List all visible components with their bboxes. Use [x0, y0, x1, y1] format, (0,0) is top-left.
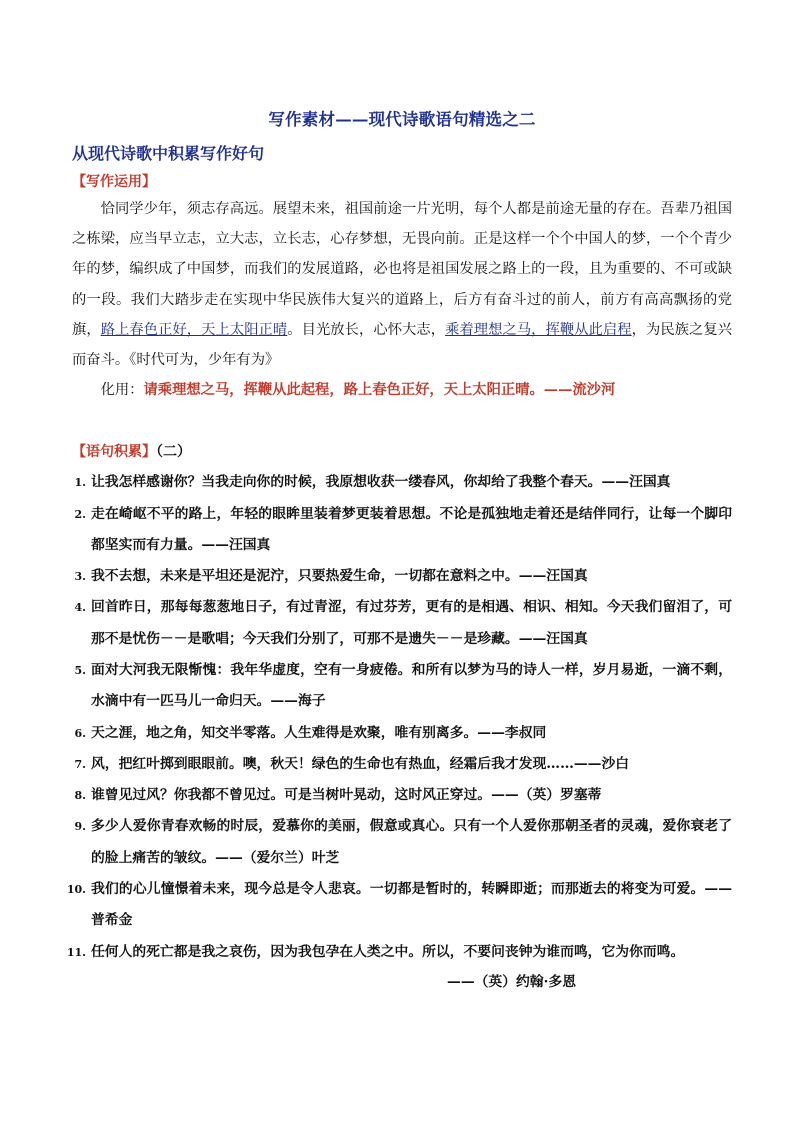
- list-item: [72, 749, 732, 780]
- item-number: 3.: [74, 570, 86, 584]
- item-number: 1.: [74, 476, 86, 490]
- adaptation-label: 化用：: [100, 382, 144, 399]
- item-number: 5.: [74, 664, 86, 677]
- item-text: 谁曾见过风？你我都不曾见过。可是当树叶晃动，这时风正穿过。——（英）罗塞蒂: [91, 787, 602, 804]
- adaptation-text: 请乘理想之马，挥鞭从此起程，路上春色正好，天上太阳正晴。——流沙河: [143, 382, 616, 399]
- list-item: [72, 561, 732, 592]
- item-text: 回首昨日，那每每葱葱地日子，有过青涩，有过芬芳，更有的是相遇、相识、相知。今天我们留泪了，可那不是忧伤－－是歌唱；今天我们分别了，可那不是遗失－－是珍藏。——汪国真: [91, 599, 732, 647]
- page-subtitle: 从现代诗歌中积累写作好句: [72, 144, 265, 163]
- item-text: 走在崎岖不平的路上，年轻的眼眸里装着梦更装着思想。不论是孤独地走着还是结伴同行，让每一个脚印都坚实而有力量。——汪国真: [91, 505, 732, 553]
- paragraph-text: ，为民族之复兴而奋斗。《时代可为，少年有为》: [72, 321, 733, 369]
- item-number: 2.: [74, 507, 86, 521]
- item-text: 让我怎样感谢你？当我走向你的时候，我原想收获一缕春风，你却给了我整个春天。——汪国真: [91, 474, 671, 491]
- item-number: 11.: [66, 945, 86, 959]
- section-heading-label: 【语句积累】: [72, 444, 156, 461]
- list-item: [66, 937, 732, 968]
- document-page: [66, 96, 733, 996]
- list-item: [66, 874, 732, 937]
- item-number: 8.: [74, 789, 86, 803]
- item-text: 风，把红叶掷到眼眼前。噢，秋天！绿色的生命也有热血，经霜后我才发现……——沙白: [91, 755, 630, 772]
- list-item: [72, 718, 732, 749]
- item-text: 我们的心儿憧憬着未来，现今总是令人悲哀。一切都是暂时的，转瞬即逝；而那逝去的将变为可爱。——普希金: [91, 881, 732, 929]
- item-text: 任何人的死亡都是我之哀伤，因为我包孕在人类之中。所以，不要问丧钟为谁而鸣，它为你而鸣。: [91, 943, 685, 960]
- list-item: [72, 592, 732, 655]
- list-item: [72, 811, 732, 874]
- sentence-list: [66, 467, 732, 968]
- item-number: 7.: [74, 757, 86, 771]
- section-heading-writing-use: 【写作运用】: [72, 174, 156, 190]
- last-item-attribution: ——（英）约翰·多恩: [447, 973, 576, 990]
- writing-use-paragraph: [72, 194, 732, 375]
- item-text: 多少人爱你青春欢畅的时辰，爱慕你的美丽，假意或真心。只有一个人爱你那朝圣者的灵魂，爱你衰老了的脸上痛苦的皱纹。——（爱尔兰）叶芝: [91, 818, 732, 866]
- item-text: 天之涯，地之角，知交半零落。人生难得是欢聚，唯有别离多。——李叔同: [91, 724, 547, 741]
- item-number: 9.: [74, 820, 86, 834]
- page-title: 写作素材——现代诗歌语句精选之二: [268, 110, 536, 129]
- item-number: 6.: [74, 726, 86, 740]
- item-number: 10.: [66, 883, 86, 897]
- section-heading-suffix: （二）: [156, 444, 191, 461]
- item-number: 4.: [74, 601, 86, 615]
- list-item: [72, 467, 732, 498]
- section-heading-sentences: [72, 441, 732, 461]
- item-text: 我不去想，未来是平坦还是泥泞，只要热爱生命，一切都在意料之中。——汪国真: [91, 568, 588, 585]
- paragraph-text: 。目光放长，心怀大志，: [287, 321, 446, 338]
- highlight-phrase: 路上春色正好，天上太阳正晴: [100, 321, 288, 338]
- paragraph-text: 恰同学少年，须志存高远。展望未来，祖国前途一片光明，每个人都是前途无量的存在。吾辈乃祖国之栋梁，应当早立志，立大志，立长志，心存梦想，无畏向前。正是这样一个个中国人的梦，一个个青少年的梦，编织成了中国梦，而我们的发展道路，必也将是祖国发展之路上的一段，且为重要的、不可或缺的一段。我们大踏步走在实现中华民族伟大复兴的道路上，后方有奋斗过的前人，前方有高高飘扬的党旗，: [72, 201, 732, 338]
- list-item: [72, 655, 732, 718]
- item-text: 面对大河我无限惭愧：我年华虚度，空有一身疲倦。和所有以梦为马的诗人一样，岁月易逝，一滴不剩，水滴中有一匹马儿一命归天。——海子: [91, 662, 732, 710]
- list-item: [72, 780, 732, 811]
- highlight-phrase: 乘着理想之马，挥鞭从此启程: [445, 321, 632, 338]
- adaptation-line: [72, 375, 732, 405]
- list-item: [72, 499, 732, 562]
